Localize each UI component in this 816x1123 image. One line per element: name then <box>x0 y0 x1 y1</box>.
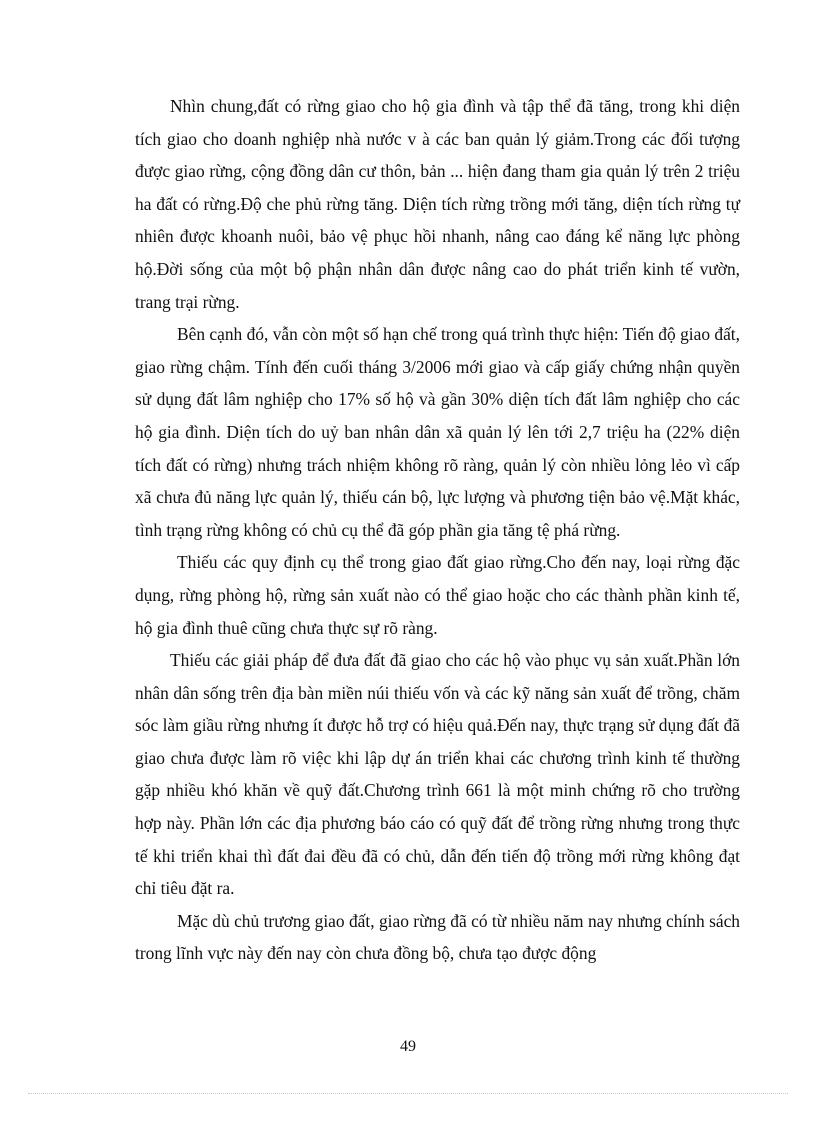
paragraph-3: Thiếu các quy định cụ thể trong giao đất giao rừng.Cho đến nay, loại rừng đặc dụng, rừng phòng hộ, rừng sản xuất nào có thể giao hoặc cho các thành phần kinh tế, hộ gia đình thuê cũng chưa thực sự rõ ràng. <box>135 552 740 638</box>
page-number: 49 <box>400 1038 416 1055</box>
paragraph-5: Mặc dù chủ trương giao đất, giao rừng đã có từ nhiều năm nay nhưng chính sách trong lĩnh vực này đến nay còn chưa đồng bộ, chưa tạo được động <box>135 910 740 964</box>
paragraph-4: Thiếu các giải pháp để đưa đất đã giao cho các hộ vào phục vụ sản xuất.Phần lớn nhân dân sống trên địa bàn miền núi thiếu vốn và các kỹ năng sản xuất để trồng, chăm sóc làm giầu rừng nhưng ít được hỗ trợ có hiệu quả.Đến nay, thực trạng sử dụng đất đã giao chưa được làm rõ việc khi lập dự án triển khai các chương trình kinh tế thường gặp nhiều khó khăn về quỹ đất.Chương trình 661 là một minh chứng rõ cho trường hợp này. Phần lớn các địa phương báo cáo có quỹ đất để trồng rừng nhưng trong thực tế khi triển khai thì đất đai đều đã có chủ, dẫn đến tiến độ trồng mới rừng không đạt chỉ tiêu đặt ra. <box>135 650 740 899</box>
paragraph-1: Nhìn chung,đất có rừng giao cho hộ gia đình và tập thể đã tăng, trong khi diện tích giao cho doanh nghiệp nhà nước v à các ban quản lý giảm.Trong các đối tượng được giao rừng, cộng đồng dân cư thôn, bản ... hiện đang tham gia quản lý trên 2 triệu ha đất có rừng.Độ che phủ rừng tăng. Diện tích rừng trồng mới tăng, diện tích rừng tự nhiên được khoanh nuôi, bảo vệ phục hồi nhanh, nâng cao đáng kể năng lực phòng hộ.Đời sống của một bộ phận nhân dân được nâng cao do phát triển kinh tế vườn, trang trại rừng. <box>135 96 740 312</box>
paragraph-2: Bên cạnh đó, vẫn còn một số hạn chế trong quá trình thực hiện: Tiến độ giao đất, giao rừng chậm. Tính đến cuối tháng 3/2006 mới giao và cấp giấy chứng nhận quyền sử dụng đất lâm nghiệp cho 17% số hộ và gần 30% diện tích đất lâm nghiệp cho các hộ gia đình. Diện tích do uỷ ban nhân dân xã quản lý lên tới 2,7 triệu ha (22% diện tích đất có rừng) nhưng trách nhiệm không rõ ràng, quản lý còn nhiều lỏng lẻo vì cấp xã chưa đủ năng lực quản lý, thiếu cán bộ, lực lượng và phương tiện bảo vệ.Mặt khác, tình trạng rừng không có chủ cụ thể đã góp phần gia tăng tệ phá rừng. <box>135 324 740 540</box>
body-text <box>135 90 740 970</box>
footer-divider <box>28 1093 788 1094</box>
